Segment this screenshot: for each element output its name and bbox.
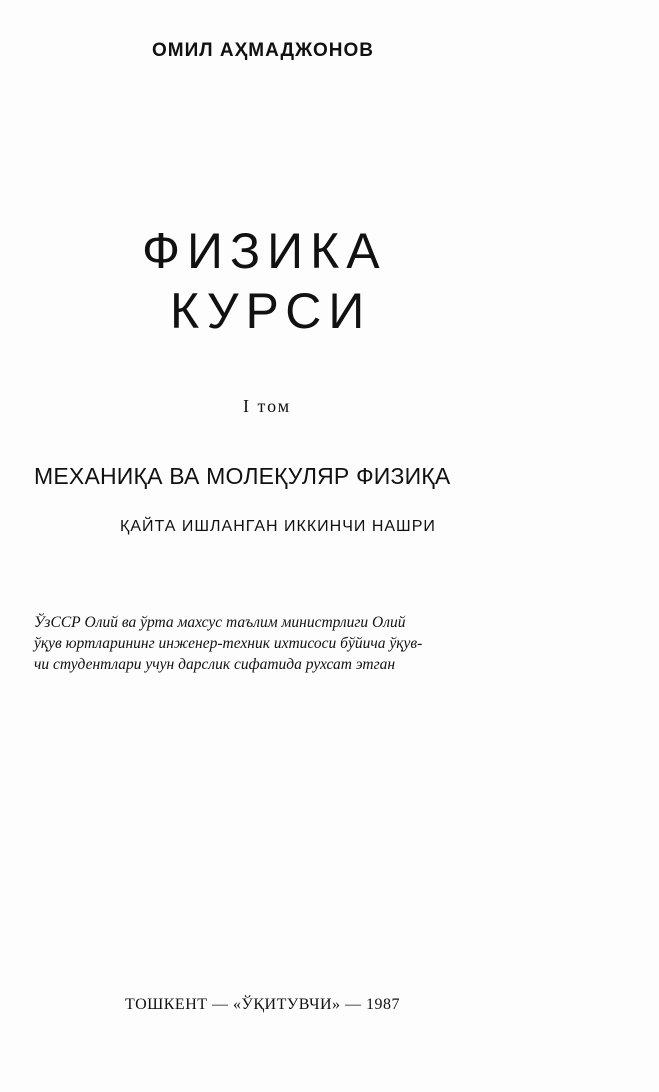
approval-line: ЎзССР Олий ва ўрта махсус таълим министрлиги Олий xyxy=(34,614,406,631)
approval-line: ўқув юртларининг инженер-техник ихтисоси бўйича ўқув- xyxy=(34,635,423,652)
book-subtitle: МЕХАНИҚА ВА МОЛЕҚУЛЯР ФИЗИҚА xyxy=(34,463,451,489)
book-title-line-2: КУРСИ xyxy=(170,283,372,339)
volume-label: I том xyxy=(243,396,292,416)
approval-note xyxy=(34,612,539,675)
publisher-imprint: ТОШКЕНТ — «ЎҚИТУВЧИ» — 1987 xyxy=(125,996,401,1013)
edition-label: ҚАЙТА ИШЛАНГАН ИККИНЧИ НАШРИ xyxy=(120,518,436,535)
book-title-line-1: ФИЗИКА xyxy=(142,223,387,279)
author-name: ОМИЛ АҲМАДЖОНОВ xyxy=(152,40,374,61)
approval-line: чи студентлари учун дарслик сифатида рухсат этган xyxy=(34,656,396,673)
